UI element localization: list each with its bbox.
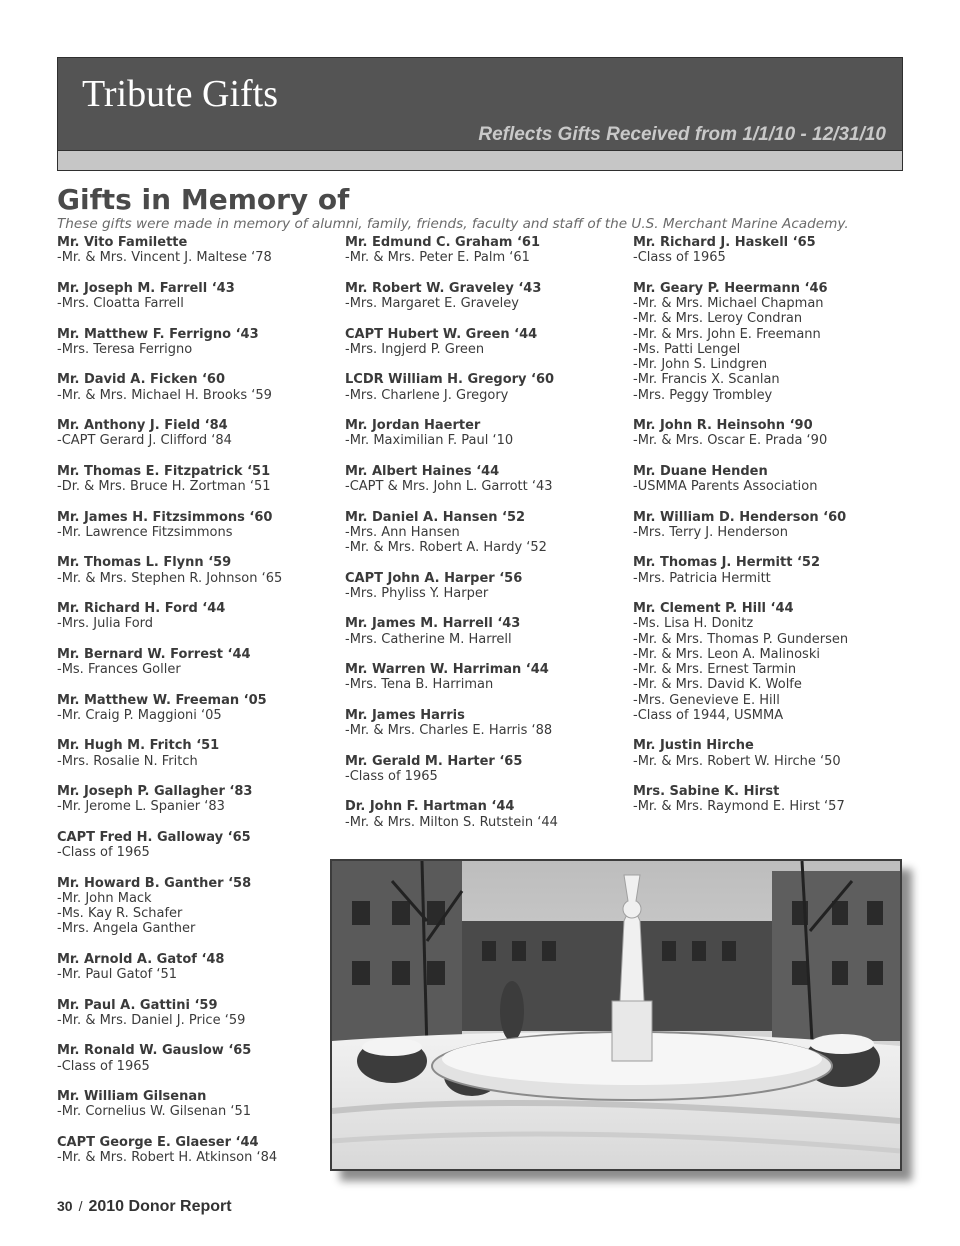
tribute-entry xyxy=(633,738,913,769)
donor-name: -Mr. Craig P. Maggioni ‘05 xyxy=(57,707,222,723)
page-footer xyxy=(57,1198,232,1216)
donor-name: -Mr. Maximilian F. Paul ‘10 xyxy=(345,433,514,449)
tribute-entry xyxy=(57,327,327,358)
honoree-name: Mr. Hugh M. Fritch ‘51 xyxy=(57,738,220,754)
tribute-entry xyxy=(57,235,327,266)
honoree-name: Mr. Matthew F. Ferrigno ‘43 xyxy=(57,326,259,342)
tribute-entry xyxy=(345,464,615,495)
honoree-name: Mr. Richard J. Haskell ‘65 xyxy=(633,235,816,250)
donor-name: -Mrs. Angela Ganther xyxy=(57,921,196,937)
donor-name: -Class of 1965 xyxy=(633,250,726,266)
honoree-name: Mr. William D. Henderson ‘60 xyxy=(633,509,847,525)
tribute-entry xyxy=(345,281,615,312)
honoree-name: Mr. John R. Heinsohn ‘90 xyxy=(633,418,813,433)
tribute-entry xyxy=(57,738,327,769)
honoree-name: Mr. Albert Haines ‘44 xyxy=(345,463,500,479)
honoree-name: Mr. Thomas L. Flynn ‘59 xyxy=(57,555,232,571)
donor-name: -CAPT Gerard J. Clifford ‘84 xyxy=(57,433,232,449)
donor-name: -Ms. Frances Goller xyxy=(57,662,181,677)
tribute-entry xyxy=(57,952,327,983)
tribute-entry xyxy=(57,876,327,937)
honoree-name: Mr. Clement P. Hill ‘44 xyxy=(633,601,794,616)
donor-name: -Mrs. Terry J. Henderson xyxy=(633,524,788,540)
section-title: Gifts in Memory of xyxy=(57,183,350,216)
tribute-entry xyxy=(345,708,615,739)
donor-name: -Mr. Francis X. Scanlan xyxy=(633,372,780,388)
honoree-name: CAPT John A. Harper ‘56 xyxy=(345,570,523,586)
donor-name: -Mr. Jerome L. Spanier ‘83 xyxy=(57,799,225,815)
honoree-name: Mr. William Gilsenan xyxy=(57,1089,207,1104)
honoree-name: Mr. Daniel A. Hansen ‘52 xyxy=(345,509,526,525)
honoree-name: Mr. Geary P. Heermann ‘46 xyxy=(633,280,828,296)
campus-fountain-photo xyxy=(330,859,902,1171)
donor-name: -Class of 1944, USMMA xyxy=(633,707,784,723)
donor-name: -Mr. & Mrs. Robert W. Hirche ‘50 xyxy=(633,753,841,769)
tribute-column-2 xyxy=(345,235,615,845)
donor-name: -Mr. Paul Gatof ‘51 xyxy=(57,967,178,982)
tribute-entry xyxy=(633,235,913,266)
honoree-name: Mr. James Harris xyxy=(345,707,465,723)
tribute-entry xyxy=(345,754,615,785)
tribute-entry xyxy=(57,1043,327,1074)
donor-name: -Dr. & Mrs. Bruce H. Zortman ‘51 xyxy=(57,479,271,494)
donor-name: -Mr. & Mrs. Charles E. Harris ‘88 xyxy=(345,723,553,738)
honoree-name: CAPT Fred H. Galloway ‘65 xyxy=(57,829,251,845)
tribute-entry xyxy=(633,281,913,403)
donor-name: -Class of 1965 xyxy=(57,845,150,860)
honoree-name: Dr. John F. Hartman ‘44 xyxy=(345,799,515,815)
tribute-entry xyxy=(345,327,615,358)
tribute-entry xyxy=(57,998,327,1029)
donor-name: -Mrs. Genevieve E. Hill xyxy=(633,692,780,708)
honoree-name: Mr. Joseph M. Farrell ‘43 xyxy=(57,280,235,296)
donor-name: -Class of 1965 xyxy=(57,1058,150,1074)
tribute-entry xyxy=(345,235,615,266)
donor-name: -Mr. John S. Lindgren xyxy=(633,357,768,372)
donor-name: -Mr. & Mrs. Michael Chapman xyxy=(633,296,824,311)
honoree-name: Mr. Paul A. Gattini ‘59 xyxy=(57,997,218,1013)
page-title: Tribute Gifts xyxy=(82,73,279,115)
honoree-name: Mr. James H. Fitzsimmons ‘60 xyxy=(57,509,273,525)
honoree-name: Mrs. Sabine K. Hirst xyxy=(633,784,780,799)
donor-name: -Mr. Cornelius W. Gilsenan ‘51 xyxy=(57,1104,252,1120)
donor-name: -CAPT & Mrs. John L. Garrott ‘43 xyxy=(345,479,553,494)
honoree-name: Mr. Anthony J. Field ‘84 xyxy=(57,418,228,433)
donor-name: -Mrs. Margaret E. Graveley xyxy=(345,296,519,311)
honoree-name: Mr. Joseph P. Gallagher ‘83 xyxy=(57,784,253,799)
honoree-name: Mr. Gerald M. Harter ‘65 xyxy=(345,753,523,769)
honoree-name: Mr. Warren W. Harriman ‘44 xyxy=(345,662,549,677)
donor-name: -Mr. & Mrs. Leroy Condran xyxy=(633,311,803,327)
tribute-entry xyxy=(633,510,913,541)
honoree-name: Mr. James M. Harrell ‘43 xyxy=(345,616,521,632)
donor-name: -Mr. John Mack xyxy=(57,890,152,906)
honoree-name: Mr. Bernard W. Forrest ‘44 xyxy=(57,646,251,662)
tribute-entry xyxy=(345,510,615,556)
donor-name: -Mrs. Catherine M. Harrell xyxy=(345,631,512,647)
date-range-subtitle: Reflects Gifts Received from 1/1/10 - 12/31/10 xyxy=(478,124,886,145)
tribute-column-1 xyxy=(57,235,327,1181)
donor-name: -Mrs. Ingjerd P. Green xyxy=(345,341,485,357)
donor-name: -Mrs. Tena B. Harriman xyxy=(345,677,494,693)
tribute-entry xyxy=(57,647,327,678)
donor-name: -Class of 1965 xyxy=(345,768,438,784)
tribute-entry xyxy=(57,464,327,495)
tribute-entry xyxy=(345,799,615,830)
donor-name: -Ms. Kay R. Schafer xyxy=(57,906,183,921)
honoree-name: Mr. Vito Familette xyxy=(57,235,188,250)
honoree-name: Mr. Robert W. Graveley ‘43 xyxy=(345,280,542,296)
footer-separator: / xyxy=(78,1198,83,1214)
donor-name: -Mr. & Mrs. Ernest Tarmin xyxy=(633,662,797,677)
donor-name: -Mr. & Mrs. Michael H. Brooks ‘59 xyxy=(57,387,272,403)
honoree-name: Mr. Duane Henden xyxy=(633,463,768,479)
honoree-name: Mr. Arnold A. Gatof ‘48 xyxy=(57,951,225,967)
donor-name: -Mr. & Mrs. Thomas P. Gundersen xyxy=(633,631,849,647)
donor-name: -Mrs. Teresa Ferrigno xyxy=(57,341,193,357)
donor-name: -Ms. Lisa H. Donitz xyxy=(633,616,754,632)
donor-name: -Mr. & Mrs. Daniel J. Price ‘59 xyxy=(57,1012,246,1028)
donor-name: -Mrs. Phyliss Y. Harper xyxy=(345,585,489,601)
tribute-entry xyxy=(633,418,913,449)
header-banner xyxy=(57,57,903,171)
tribute-entry xyxy=(345,372,615,403)
donor-name: -Mrs. Peggy Trombley xyxy=(633,387,773,403)
tribute-entry xyxy=(345,662,615,693)
donor-name: -Mrs. Patricia Hermitt xyxy=(633,570,771,586)
page-number: 30 xyxy=(57,1198,73,1214)
honoree-name: Mr. Matthew W. Freeman ‘05 xyxy=(57,692,267,708)
donor-name: -Mr. Lawrence Fitzsimmons xyxy=(57,524,233,540)
tribute-entry xyxy=(57,1135,327,1166)
tribute-entry xyxy=(633,601,913,723)
honoree-name: Mr. Richard H. Ford ‘44 xyxy=(57,601,226,616)
honoree-name: Mr. Edmund C. Graham ‘61 xyxy=(345,235,541,250)
tribute-entry xyxy=(57,601,327,632)
tribute-entry xyxy=(57,830,327,861)
tribute-entry xyxy=(57,281,327,312)
donor-name: -Mr. & Mrs. Raymond E. Hirst ‘57 xyxy=(633,799,845,815)
tribute-entry xyxy=(57,784,327,815)
honoree-name: CAPT Hubert W. Green ‘44 xyxy=(345,326,538,342)
donor-name: -Mrs. Julia Ford xyxy=(57,616,154,632)
donor-name: -Mr. & Mrs. Oscar E. Prada ‘90 xyxy=(633,433,828,449)
donor-name: -Mr. & Mrs. Peter E. Palm ‘61 xyxy=(345,250,530,266)
banner-strip xyxy=(58,150,902,170)
tribute-entry xyxy=(57,693,327,724)
tribute-entry xyxy=(57,372,327,403)
tribute-entry xyxy=(345,571,615,602)
donor-name: -Mr. & Mrs. Robert H. Atkinson ‘84 xyxy=(57,1150,278,1165)
tribute-entry xyxy=(57,418,327,449)
donor-name: -Mrs. Cloatta Farrell xyxy=(57,296,184,311)
tribute-entry xyxy=(633,555,913,586)
tribute-entry xyxy=(633,784,913,815)
donor-name: -Ms. Patti Lengel xyxy=(633,341,741,357)
publication-title: 2010 Donor Report xyxy=(88,1198,232,1215)
donor-name: -Mrs. Rosalie N. Fritch xyxy=(57,753,198,769)
donor-name: -Mr. & Mrs. Milton S. Rutstein ‘44 xyxy=(345,814,558,830)
donor-name: -Mr. & Mrs. Vincent J. Maltese ‘78 xyxy=(57,250,272,266)
donor-name: -Mrs. Ann Hansen xyxy=(345,524,460,540)
honoree-name: CAPT George E. Glaeser ‘44 xyxy=(57,1134,259,1150)
honoree-name: Mr. Ronald W. Gauslow ‘65 xyxy=(57,1043,252,1059)
donor-name: -Mr. & Mrs. David K. Wolfe xyxy=(633,677,802,693)
donor-name: -USMMA Parents Association xyxy=(633,479,818,494)
tribute-column-3 xyxy=(633,235,913,830)
tribute-entry xyxy=(57,510,327,541)
donor-name: -Mrs. Charlene J. Gregory xyxy=(345,387,509,403)
honoree-name: LCDR William H. Gregory ‘60 xyxy=(345,372,555,388)
tribute-entry xyxy=(57,1089,327,1120)
honoree-name: Mr. Jordan Haerter xyxy=(345,418,481,433)
honoree-name: Mr. Thomas J. Hermitt ‘52 xyxy=(633,555,820,571)
donor-name: -Mr. & Mrs. John E. Freemann xyxy=(633,326,821,342)
donor-name: -Mr. & Mrs. Robert A. Hardy ‘52 xyxy=(345,540,547,555)
tribute-entry xyxy=(57,555,327,586)
honoree-name: Mr. David A. Ficken ‘60 xyxy=(57,372,226,388)
tribute-entry xyxy=(633,464,913,495)
tribute-entry xyxy=(345,616,615,647)
donor-name: -Mr. & Mrs. Stephen R. Johnson ‘65 xyxy=(57,570,283,586)
tribute-entry xyxy=(345,418,615,449)
donor-name: -Mr. & Mrs. Leon A. Malinoski xyxy=(633,646,820,662)
honoree-name: Mr. Howard B. Ganther ‘58 xyxy=(57,875,252,891)
honoree-name: Mr. Justin Hirche xyxy=(633,738,754,754)
section-intro: These gifts were made in memory of alumni, family, friends, faculty and staff of the U.S. Merchant Marine Academy. xyxy=(57,216,849,232)
honoree-name: Mr. Thomas E. Fitzpatrick ‘51 xyxy=(57,463,271,479)
